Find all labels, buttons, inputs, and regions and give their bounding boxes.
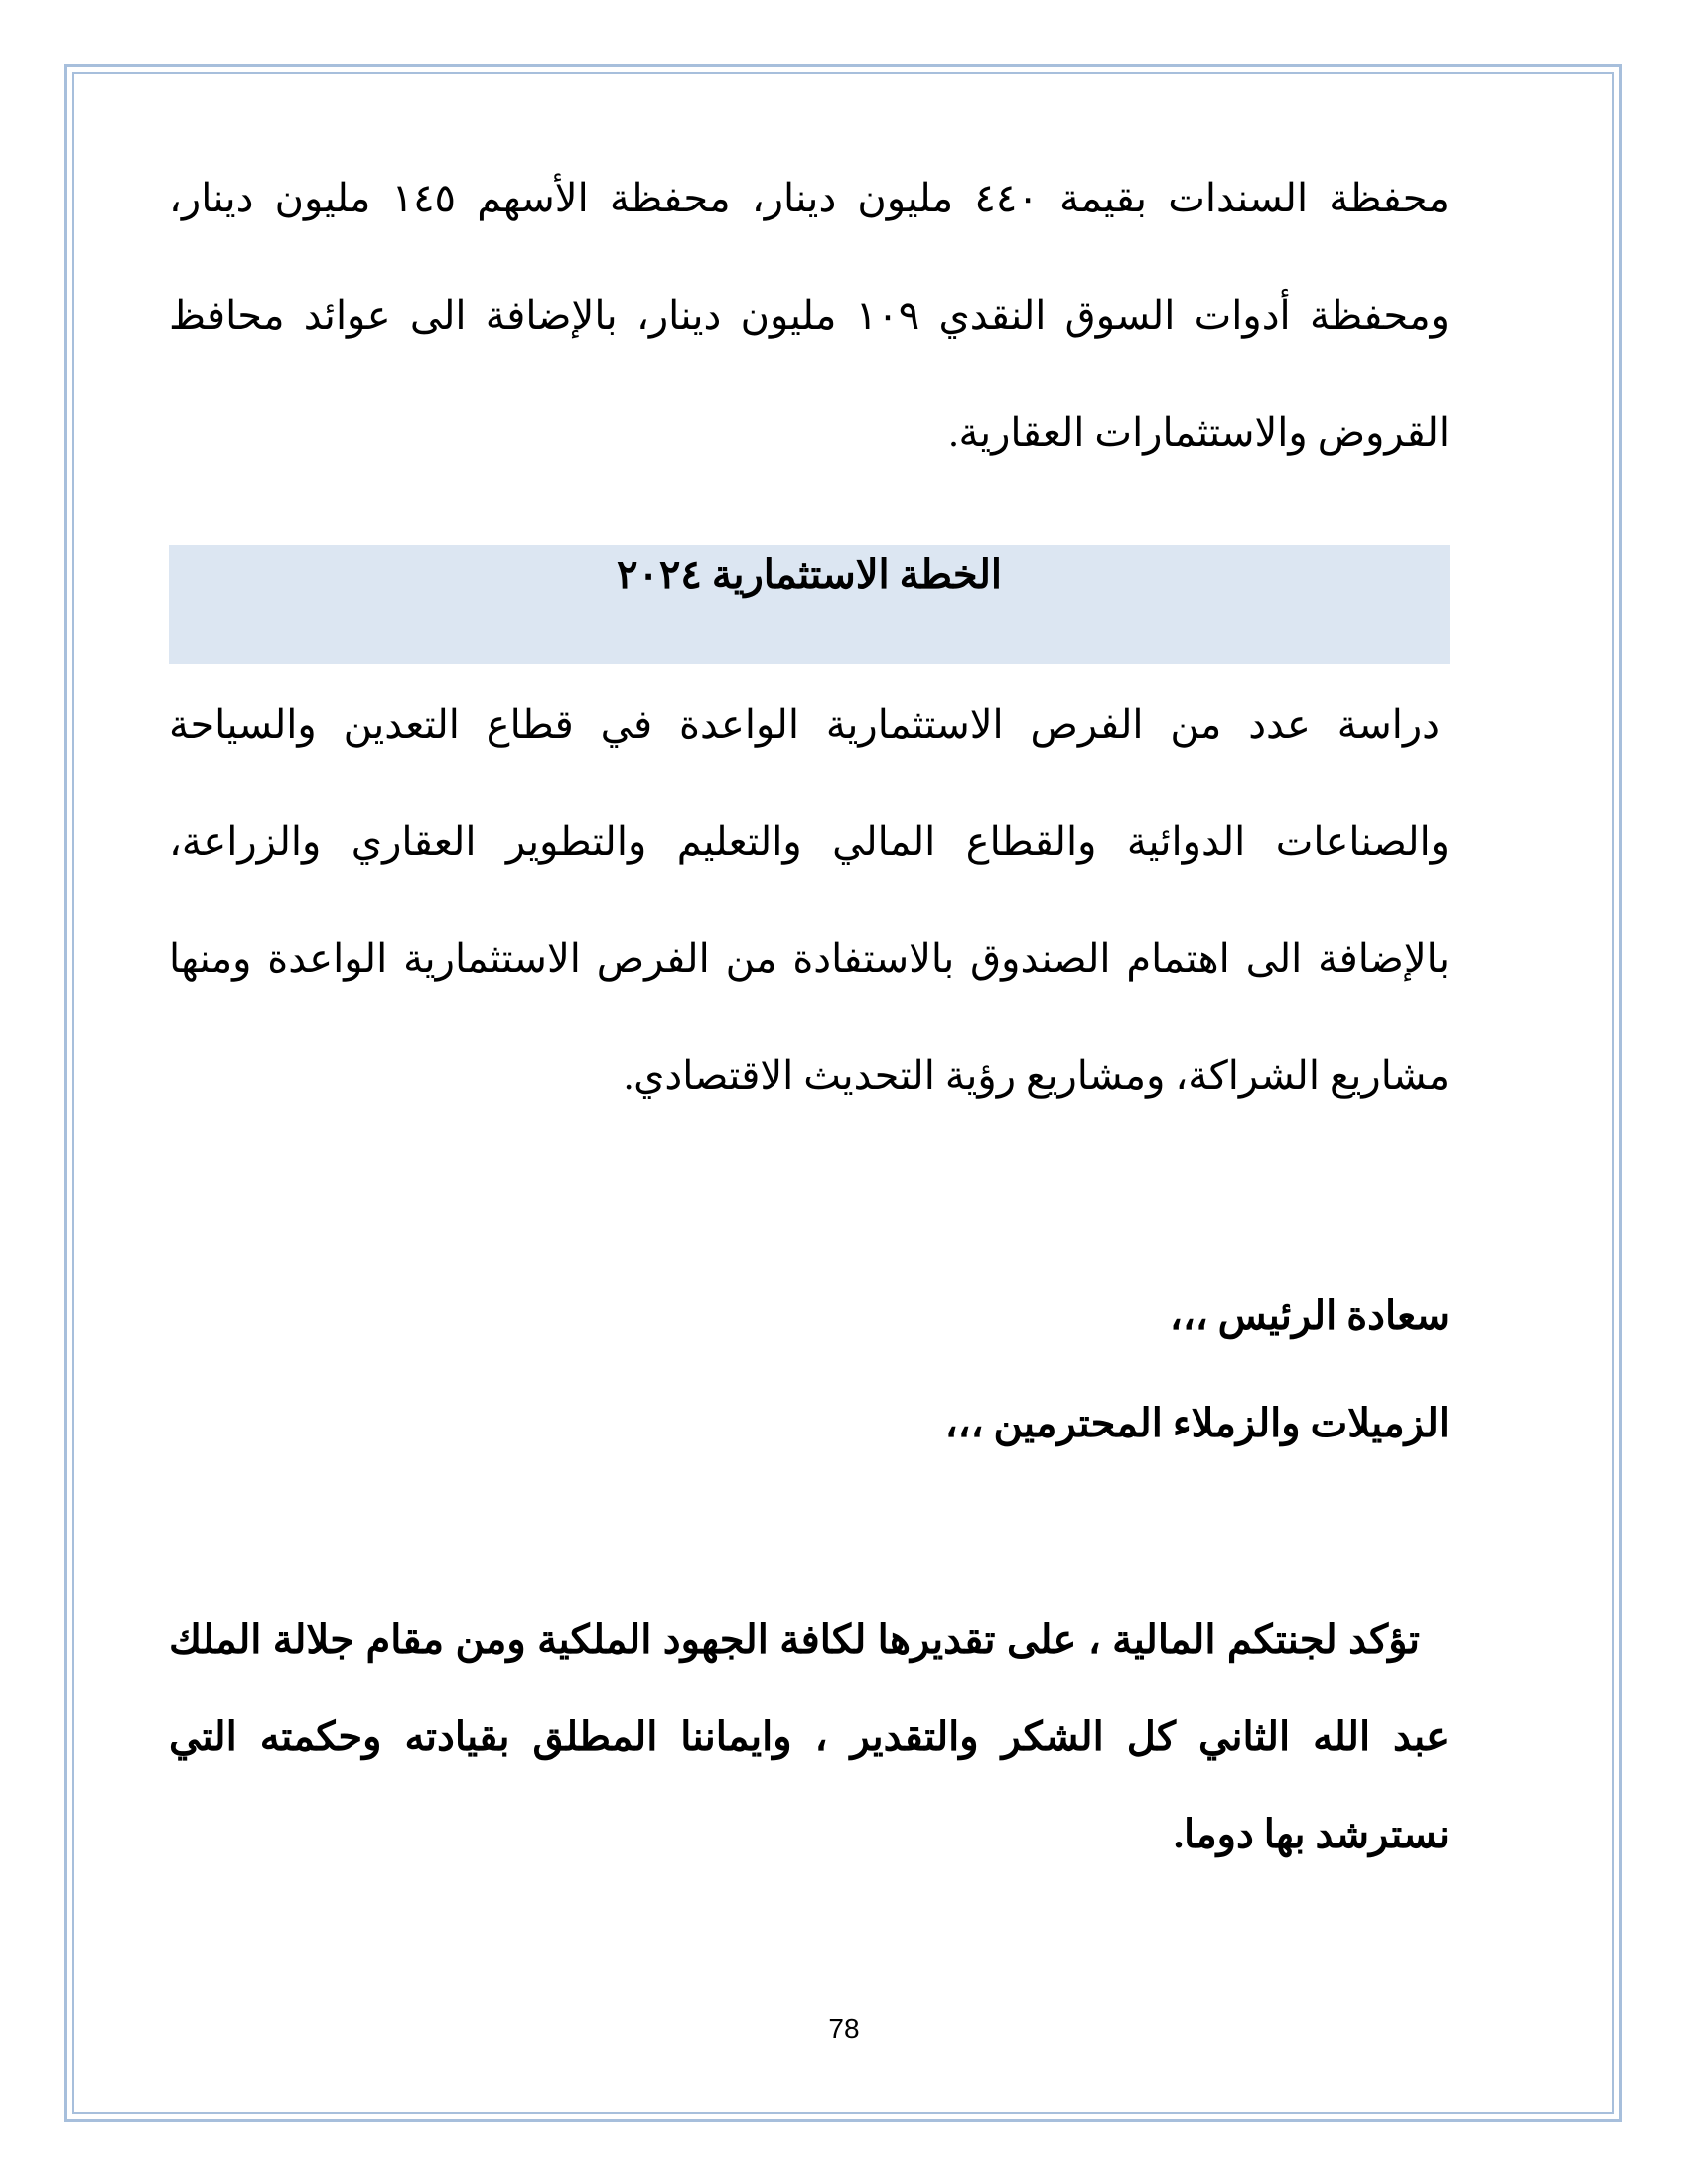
paragraph-line: دراسة عدد من الفرص الاستثمارية الواعدة في قطاع التعدين والسياحة bbox=[169, 702, 1440, 747]
paragraph-line: تؤكد لجنتكم المالية ، على تقديرها لكافة الجهود الملكية ومن مقام جلالة الملك bbox=[169, 1617, 1420, 1662]
salutation-colleagues: الزميلات والزملاء المحترمين ،،، bbox=[944, 1401, 1450, 1445]
paragraph-line: بالإضافة الى اهتمام الصندوق بالاستفادة من الفرص الاستثمارية الواعدة ومنها bbox=[169, 936, 1450, 981]
paragraph-line: محفظة السندات بقيمة ٤٤٠ مليون دينار، محفظة الأسهم ١٤٥ مليون دينار، bbox=[169, 176, 1450, 220]
salutation-president: سعادة الرئيس ،،، bbox=[1169, 1294, 1450, 1338]
paragraph-line: ومحفظة أدوات السوق النقدي ١٠٩ مليون دينار، بالإضافة الى عوائد محافظ bbox=[169, 293, 1450, 338]
section-heading-band bbox=[169, 545, 1450, 664]
paragraph-line: القروض والاستثمارات العقارية. bbox=[948, 410, 1450, 455]
page-number: 78 bbox=[828, 2013, 860, 2044]
paragraph-line: والصناعات الدوائية والقطاع المالي والتعليم والتطوير العقاري والزراعة، bbox=[169, 819, 1450, 864]
paragraph-line: مشاريع الشراكة، ومشاريع رؤية التحديث الاقتصادي. bbox=[624, 1053, 1450, 1098]
paragraph-line: عبد الله الثاني كل الشكر والتقدير ، وايماننا المطلق بقيادته وحكمته التي bbox=[169, 1714, 1450, 1759]
section-heading: الخطة الاستثمارية ٢٠٢٤ bbox=[616, 552, 1003, 597]
paragraph-line: نسترشد بها دوما. bbox=[1174, 1812, 1450, 1856]
